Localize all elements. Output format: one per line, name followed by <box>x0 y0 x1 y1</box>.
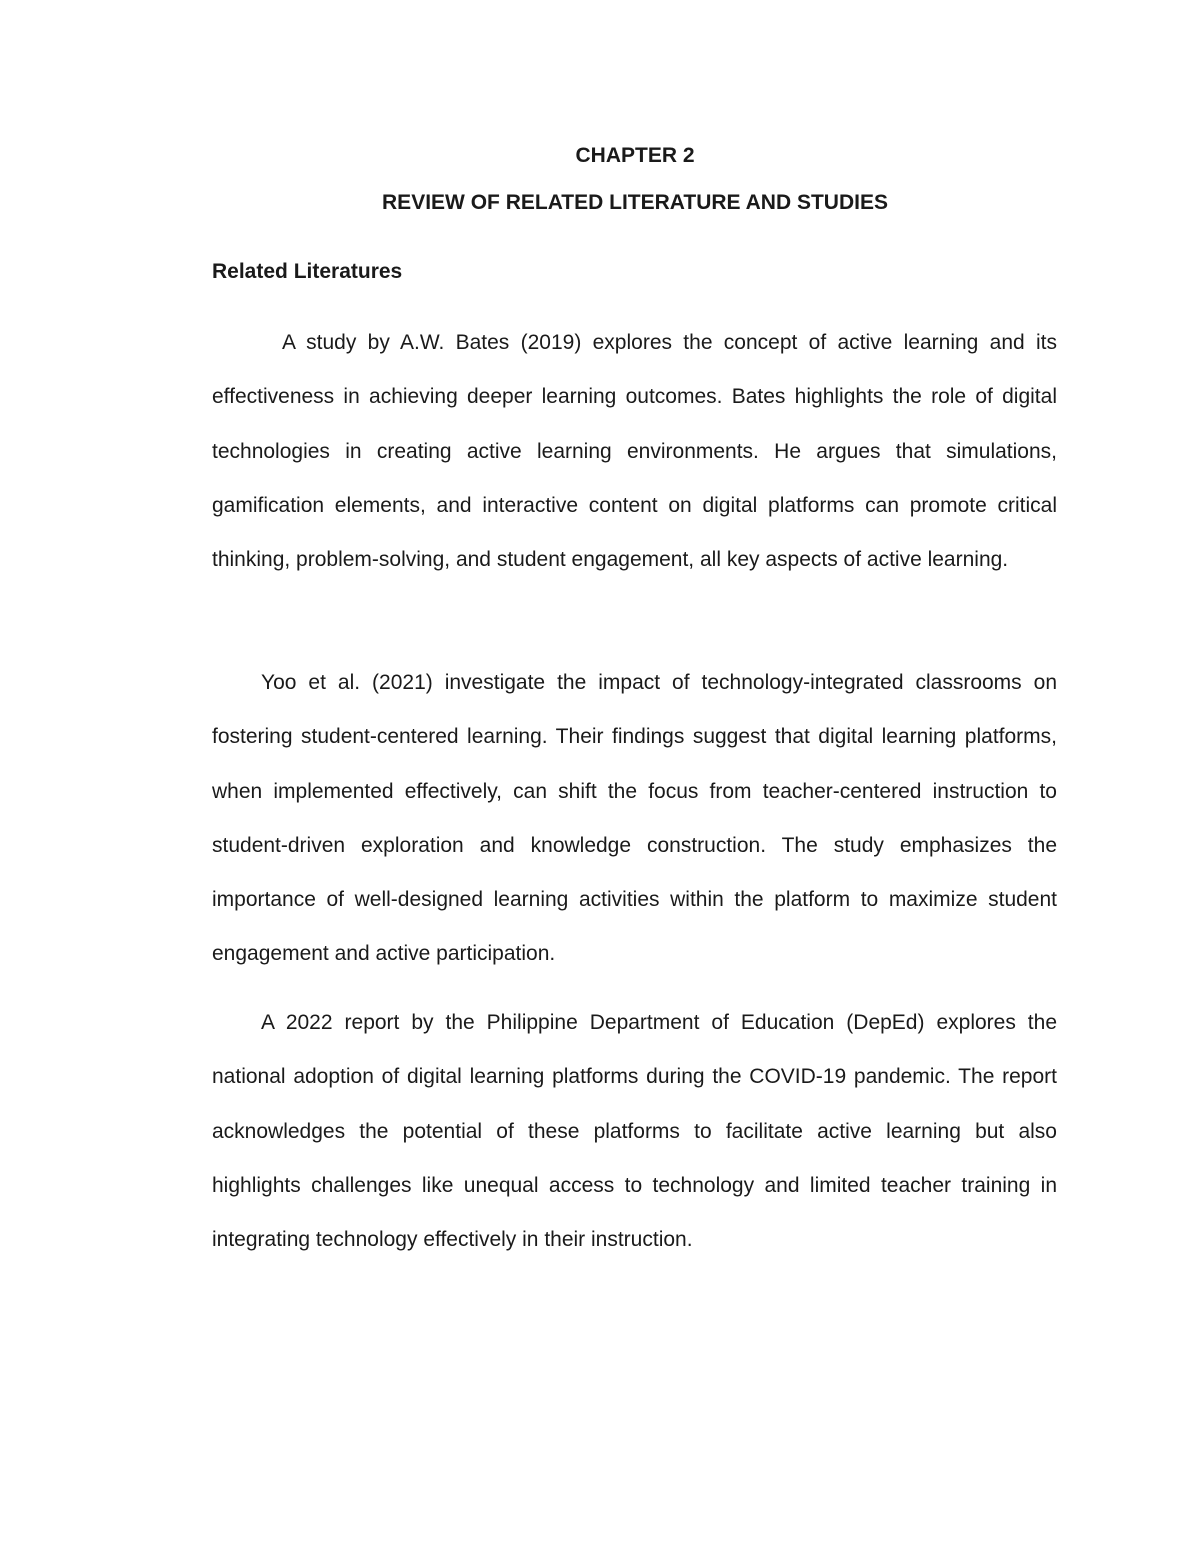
section-heading: Related Literatures <box>212 260 403 283</box>
chapter-number: CHAPTER 2 <box>575 144 695 167</box>
chapter-title: REVIEW OF RELATED LITERATURE AND STUDIES <box>382 191 888 214</box>
paragraph-yoo: Yoo et al. (2021) investigate the impact of technology-integrated classrooms on fostering student-centered learning. Their findings suggest that digital learning platforms, when implemented effectively, can shift the focus from teacher-centered instruction to student-driven exploration and knowledge construction. The study emphasizes the importance of well-designed learning activities within the platform to maximize student engagement and active participation. <box>212 671 1057 966</box>
paragraph-deped: A 2022 report by the Philippine Department of Education (DepEd) explores the national adoption of digital learning platforms during the COVID-19 pandemic. The report acknowledges the potential of these platforms to facilitate active learning but also highlights challenges like unequal access to technology and limited teacher training in integrating technology effectively in their instruction. <box>212 1011 1057 1252</box>
paragraph-bates: A study by A.W. Bates (2019) explores the concept of active learning and its effectiveness in achieving deeper learning outcomes. Bates highlights the role of digital technologies in creating active learning environments. He argues that simulations, gamification elements, and interactive content on digital platforms can promote critical thinking, problem-solving, and student engagement, all key aspects of active learning. <box>212 331 1057 572</box>
